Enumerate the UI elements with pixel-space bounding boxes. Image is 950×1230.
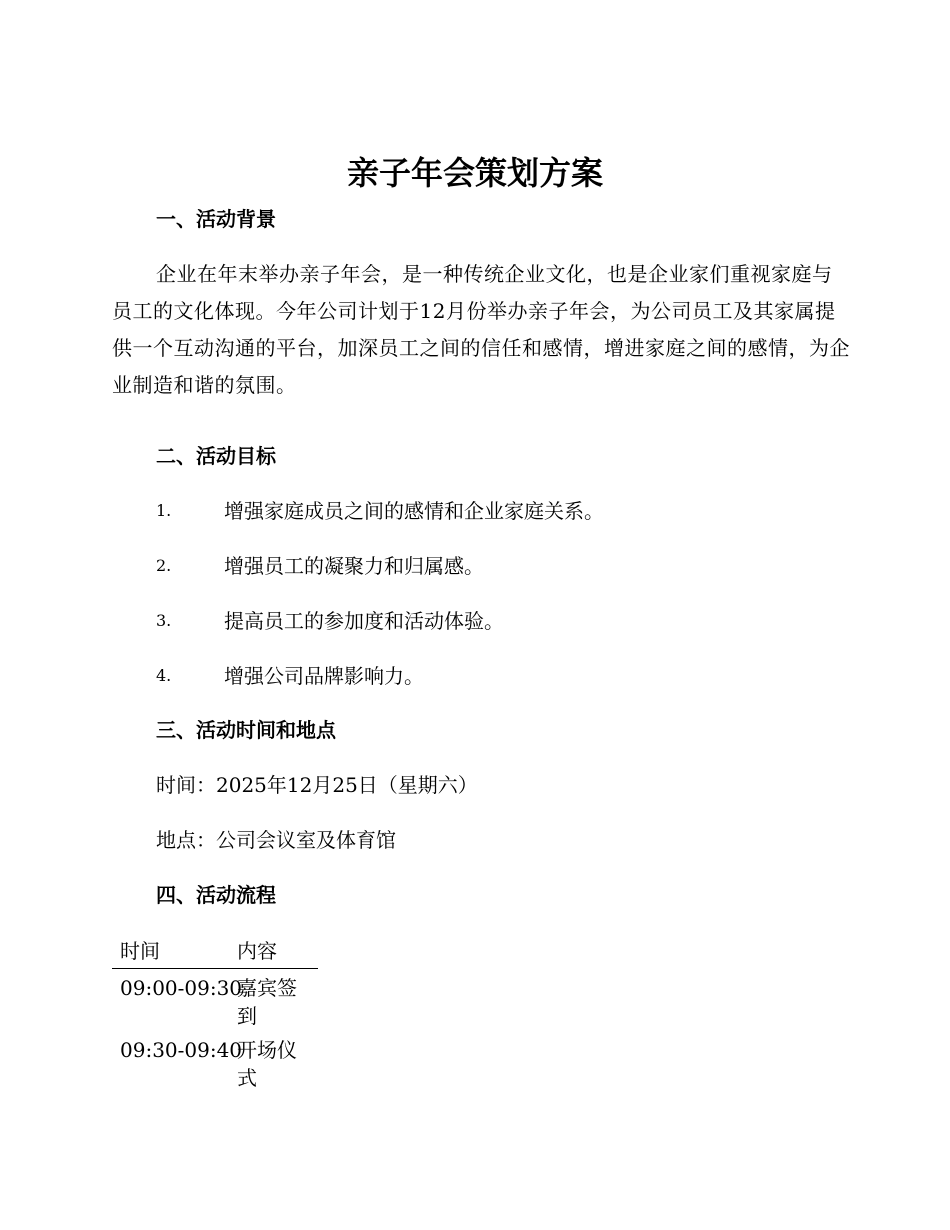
- goal-text: 增强家庭成员之间的感情和企业家庭关系。: [224, 499, 604, 523]
- goal-number: 3.: [156, 611, 172, 630]
- section-heading-schedule: 四、活动流程: [156, 883, 276, 907]
- section-heading-goals: 二、活动目标: [156, 444, 276, 468]
- goal-text: 提高员工的参加度和活动体验。: [224, 609, 504, 633]
- schedule-table: [112, 936, 318, 1093]
- goal-text: 增强公司品牌影响力。: [224, 664, 424, 688]
- document-title: 亲子年会策划方案: [346, 154, 603, 192]
- schedule-cell-content: 开场仪式: [237, 1038, 297, 1090]
- goal-number: 2.: [156, 556, 172, 575]
- goal-text: 增强员工的凝聚力和归属感。: [224, 554, 484, 578]
- background-paragraph: 企业在年末举办亲子年会，是一种传统企业文化，也是企业家们重视家庭与员工的文化体现。今年公司计划于12月份举办亲子年会，为公司员工及其家属提供一个互动沟通的平台，加深员工之间的信任和感情，增进家庭之间的感情，为企业制造和谐的氛围。: [112, 262, 850, 397]
- goal-number: 1.: [156, 501, 172, 520]
- section-heading-background: 一、活动背景: [156, 207, 276, 231]
- schedule-header-row: [112, 936, 318, 969]
- schedule-header-content: 内容: [237, 939, 277, 963]
- event-place-line: 地点：公司会议室及体育馆: [156, 828, 396, 852]
- event-time-line: 时间：2025年12月25日（星期六）: [156, 773, 478, 797]
- schedule-cell-time: 09:30-09:40: [120, 1038, 243, 1062]
- table-row: [112, 969, 318, 1031]
- section-heading-time-place: 三、活动时间和地点: [156, 718, 336, 742]
- schedule-cell-time: 09:00-09:30: [120, 976, 243, 1000]
- goal-number: 4.: [156, 666, 172, 685]
- schedule-cell-content: 嘉宾签到: [237, 976, 297, 1028]
- schedule-header-time: 时间: [120, 939, 160, 963]
- table-row: [112, 1031, 318, 1093]
